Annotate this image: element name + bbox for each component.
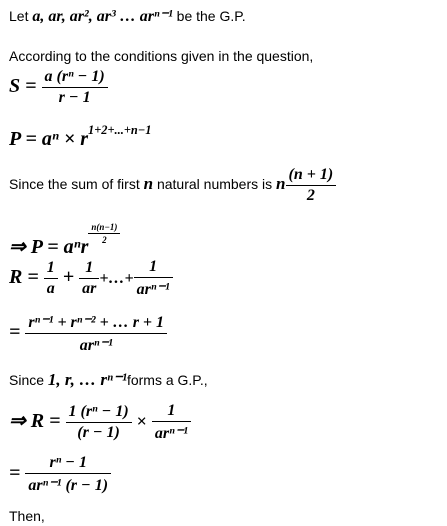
equation-p-simplified [9, 222, 120, 259]
lhs: ⇒ R = [9, 410, 61, 433]
fraction [44, 259, 58, 298]
lhs: = [9, 462, 21, 485]
lhs: = [9, 321, 21, 344]
line-sum-natural [9, 166, 336, 205]
math-n: n [143, 174, 154, 194]
line-conditions: According to the conditions given in the question, [9, 48, 314, 64]
fraction-bar [88, 233, 120, 234]
ellipsis-sum: +…+ [99, 270, 134, 288]
lhs: S = [9, 75, 37, 98]
numerator: rⁿ − 1 [49, 454, 87, 471]
math-n: n [276, 174, 286, 194]
numerator: n(n−1) [91, 222, 118, 232]
line-then: Then, [9, 508, 45, 524]
line-forms-gp [9, 370, 208, 390]
fraction-bar [44, 278, 58, 279]
denominator: (r − 1) [77, 424, 120, 441]
fraction [25, 312, 167, 355]
fraction-bar [79, 278, 99, 279]
numerator: 1 [149, 258, 158, 275]
fraction-bar [66, 422, 132, 423]
fraction-bar [42, 87, 108, 88]
fraction [66, 403, 132, 442]
exponent: 1+2+...+n−1 [88, 122, 152, 137]
text: forms a G.P., [126, 372, 208, 388]
denominator: 2 [306, 187, 315, 204]
equation-p [9, 122, 152, 151]
fraction-bar [134, 277, 173, 278]
numerator: a (rⁿ − 1) [44, 68, 105, 85]
lhs: P = aⁿ × r [9, 128, 89, 150]
text: be the G.P. [172, 8, 246, 24]
math-sequence: 1, r, … rⁿ⁻¹ [47, 370, 127, 389]
plus-sign: + [62, 266, 75, 289]
equation-r-gp [9, 402, 191, 443]
lhs: ⇒ P = aⁿr [9, 236, 89, 258]
numerator: rⁿ⁻¹ + rⁿ⁻² + … r + 1 [28, 314, 165, 331]
numerator: 1 [85, 259, 94, 276]
numerator: (n + 1) [288, 166, 334, 183]
fraction [25, 454, 111, 495]
times-sign: × [136, 411, 147, 432]
numerator: 1 [167, 402, 176, 419]
fraction [79, 259, 99, 298]
fraction [286, 166, 337, 205]
text: Since [9, 372, 48, 388]
fraction [134, 258, 173, 299]
denominator: arⁿ⁻¹ [136, 281, 170, 298]
denominator: 2 [102, 235, 107, 245]
denominator: arⁿ⁻¹ [79, 337, 113, 354]
lhs: R = [9, 266, 39, 289]
fraction [42, 68, 108, 107]
fraction-bar [286, 185, 337, 186]
line-let-gp [9, 6, 246, 26]
numerator: 1 (rⁿ − 1) [68, 403, 129, 420]
text: Let [9, 8, 33, 24]
equation-r-final [9, 454, 111, 495]
denominator: arⁿ⁻¹ [154, 425, 188, 442]
text: natural numbers is [153, 176, 277, 193]
fraction [152, 402, 191, 443]
equation-r [9, 258, 173, 299]
denominator: arⁿ⁻¹ (r − 1) [28, 477, 109, 494]
math-gp-terms: a, ar, ar², ar³ … arⁿ⁻¹ [32, 8, 173, 25]
numerator: 1 [46, 259, 55, 276]
fraction-bar [152, 421, 191, 422]
fraction-bar [25, 473, 111, 474]
fraction-bar [25, 333, 167, 334]
exponent-fraction [88, 222, 120, 245]
denominator: r − 1 [58, 89, 91, 106]
equation-r-sum [9, 312, 167, 355]
denominator: ar [82, 280, 97, 297]
denominator: a [46, 280, 55, 297]
text: Since the sum of first [9, 176, 144, 193]
equation-s [9, 68, 108, 107]
